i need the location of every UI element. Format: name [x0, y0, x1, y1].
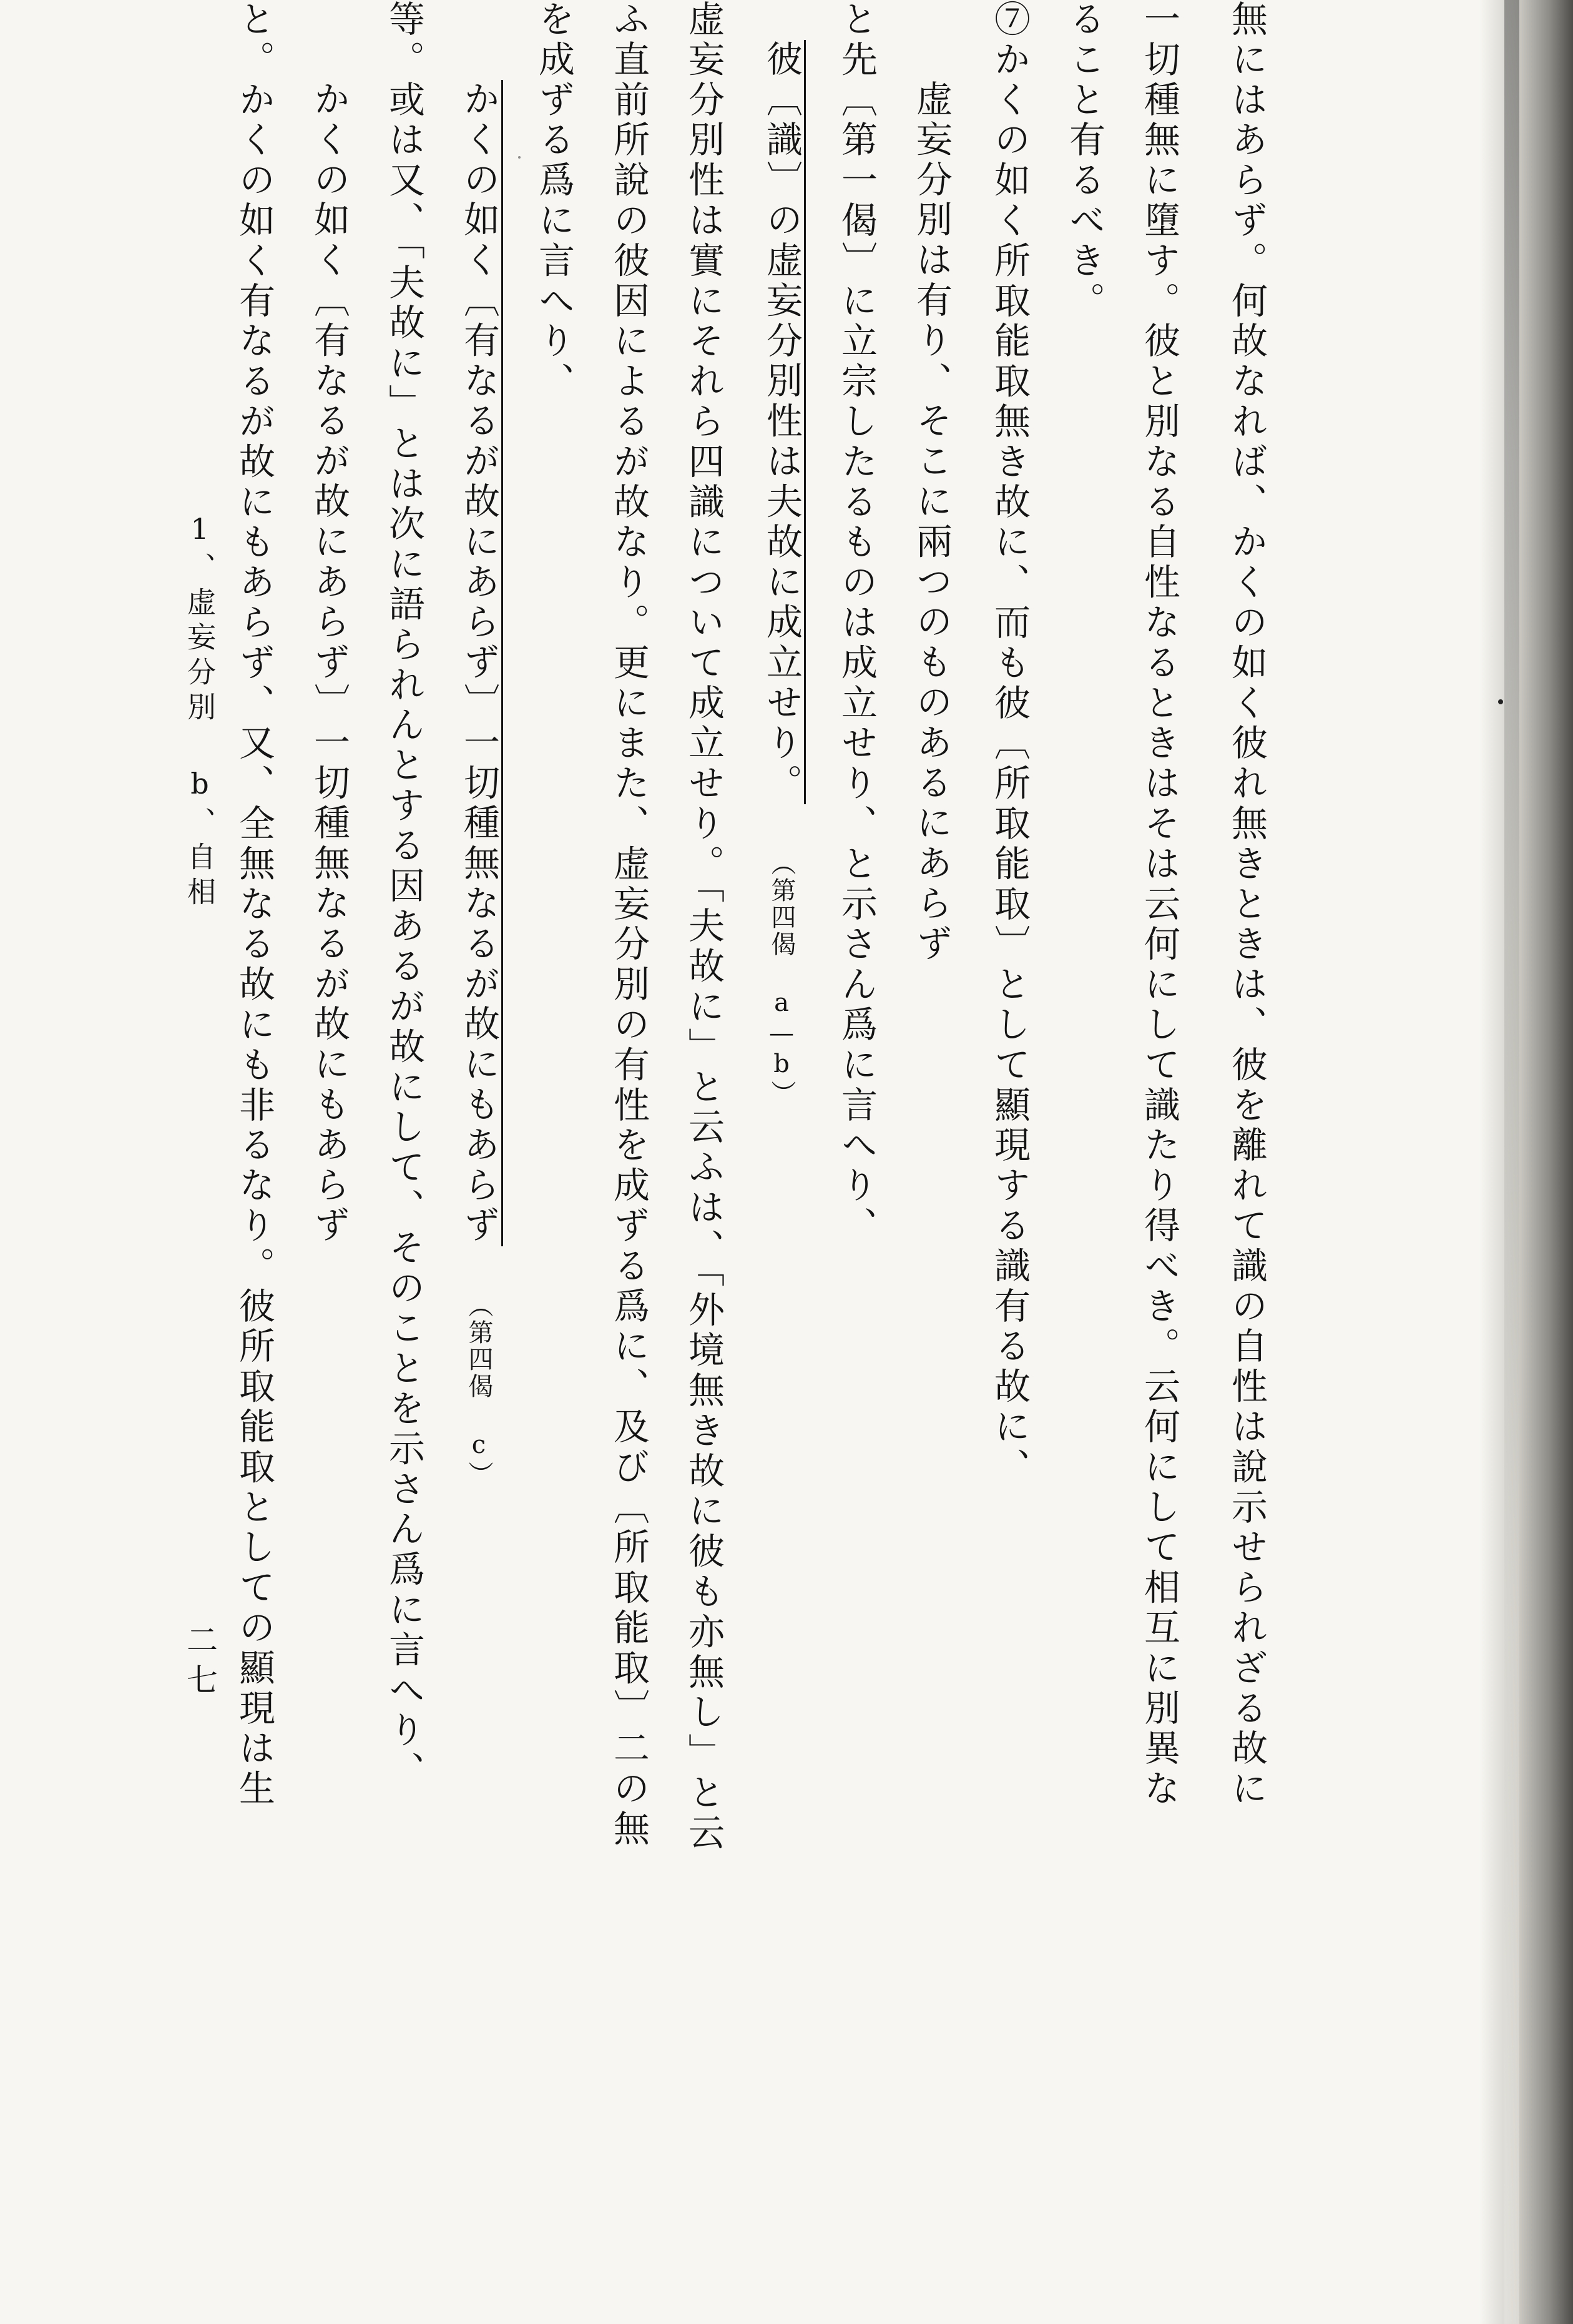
text-column-10: を成ずる爲に言へり、: [532, 0, 575, 402]
text-column-5-verse: 虚妄分別は有り、そこに兩つのものあるにあらず: [910, 80, 953, 965]
text-column-14: と。かくの如く有なるが故にもあらず、又、全無なる故にも非るなり。彼所取能取としての顯現は生: [233, 0, 275, 1809]
text-column-2: 一切種無に墮す。彼と別なる自性なるときはそは云何にして識たり得べき。云何にして相互に別異な: [1138, 0, 1180, 1809]
text-column-3: ること有るべき。: [1063, 0, 1105, 322]
verse-text: 彼〔識〕の虚妄分別性は夫故に成立せり。: [760, 40, 806, 804]
text-column-1: 無にはあらず。何故なれば、かくの如く彼れ無きときは、彼を離れて識の自性は說示せられざる故に: [1225, 0, 1268, 1809]
verse-reference: （第四偈 c）: [464, 1292, 493, 1489]
scan-speck: [518, 156, 521, 159]
text-column-7-verse: [758, 0, 805, 1107]
running-title: 1、虚妄分別 b、自相: [183, 512, 217, 912]
text-column-6: と先〔第一偈〕に立宗したるものは成立せり、と示さん爲に言へり、: [835, 0, 878, 1247]
text-column-9: ふ直前所說の彼因によるが故なり。更にまた、虚妄分別の有性を成ずる爲に、及び〔所取能取〕二の無: [607, 0, 650, 1850]
verse-text: かくの如く〔有なるが故にあらず〕一切種無なるが故にもあらず: [458, 80, 503, 1246]
book-binding-edge: [1479, 0, 1573, 2324]
verse-reference: （第四偈 a—b）: [767, 850, 796, 1108]
text-column-12: 等。或は又、「夫故に」とは次に語られんとする因あるが故にして、そのことを示さん爲に言へり、: [383, 0, 425, 1791]
page-number: 二七: [182, 1623, 218, 1703]
text-column-8: 虚妄分別性は實にそれら四識について成立せり。「夫故に」と云ふは、「外境無き故に彼も亦無し」と云: [682, 0, 725, 1854]
scan-speck: [1498, 699, 1503, 704]
text-column-11-verse: [456, 0, 502, 1488]
text-column-4: ⑦かくの如く所取能取無き故に、而も彼〔所取能取〕として顯現する識有る故に、: [988, 0, 1031, 1488]
text-column-13-verse: かくの如く〔有なるが故にあらず〕一切種無なるが故にもあらず: [308, 80, 350, 1246]
